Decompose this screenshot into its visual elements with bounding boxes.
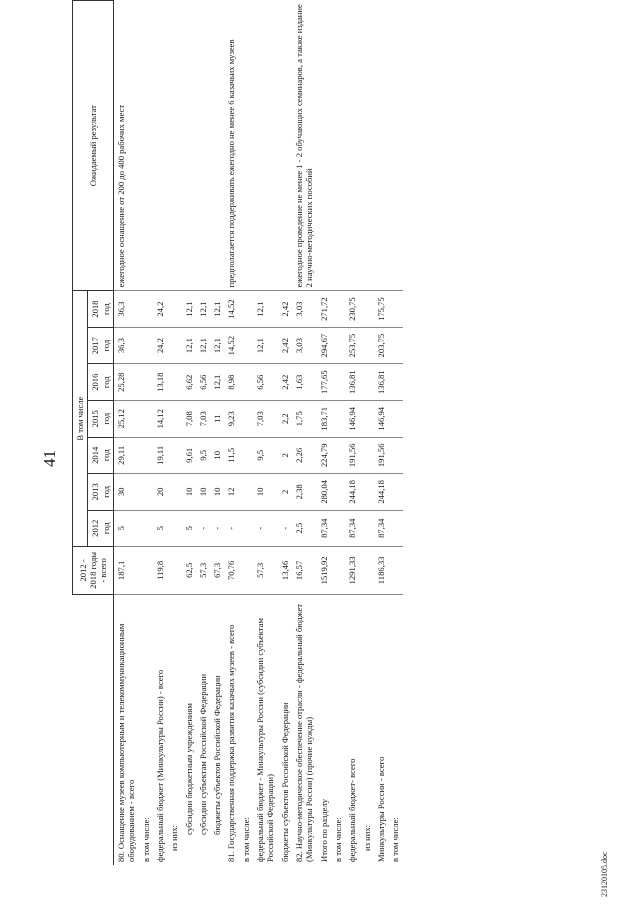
value-cell [388,291,402,328]
value-cell: 5 [153,510,167,546]
value-cell: 2,42 [278,291,292,328]
table-row [167,1,181,866]
value-cell [360,400,374,437]
value-cell: 2 [278,474,292,511]
value-cell: 16,57 [292,546,317,594]
header-year: 2016 год [88,364,114,401]
page-number: 41 [40,450,59,467]
value-cell: 70,76 [224,546,238,594]
value-cell: 9,61 [182,437,196,474]
value-cell: 175,75 [374,291,388,328]
row-label: субсидии субъектам Российской Федерации [197,673,208,835]
value-cell: 294,67 [317,327,331,364]
table-row [196,1,210,866]
value-cell: 2,26 [292,437,317,474]
row-label: федеральный бюджет (Минкультуры России) - всего [154,669,165,862]
value-cell: 2,5 [292,510,317,546]
value-cell [239,546,253,594]
table-row [239,1,253,866]
value-cell [360,327,374,364]
value-cell: 24,2 [153,291,167,328]
row-label: в том числе: [240,817,251,862]
value-cell [331,474,345,511]
value-cell [239,327,253,364]
value-cell: 1,63 [292,364,317,401]
value-cell [331,437,345,474]
value-cell: 5 [113,510,138,546]
value-cell [388,437,402,474]
value-cell: 2,38 [292,474,317,511]
result-cell [239,1,253,291]
value-cell: 6,62 [182,364,196,401]
value-cell [167,546,181,594]
header-year: 2015 год [88,400,114,437]
row-label: Итого по разделу [318,798,329,862]
row-label: в том числе: [140,817,151,862]
row-label: в том числе: [332,817,343,862]
row-label: из них: [361,824,372,851]
row-label: 81. Государственная поддержка развития казачьих музеев - всего [226,624,237,862]
table-row [139,1,153,866]
result-cell [345,1,359,291]
result-cell [139,1,153,291]
value-cell [167,437,181,474]
value-cell [331,510,345,546]
value-cell: 12,1 [253,327,278,364]
value-cell: 3,03 [292,291,317,328]
value-cell: 12,1 [182,327,196,364]
value-cell: 187,1 [113,546,138,594]
table-row [153,1,167,866]
header-year: 2018 год [88,291,114,328]
header-year: 2012 год [88,510,114,546]
table-row [374,1,388,866]
table-row [360,1,374,866]
value-cell: 87,34 [317,510,331,546]
value-cell: 119,8 [153,546,167,594]
table-row [292,1,317,866]
value-cell: 67,3 [210,546,224,594]
value-cell: 146,94 [374,400,388,437]
value-cell: 11,5 [224,437,238,474]
value-cell: 271,72 [317,291,331,328]
value-cell [167,474,181,511]
value-cell: 10 [210,437,224,474]
table-row [224,1,238,866]
value-cell: 10 [210,474,224,511]
table-row [210,1,224,866]
result-cell [317,1,331,291]
value-cell: 6,56 [196,364,210,401]
value-cell [388,546,402,594]
value-cell: 25,28 [113,364,138,401]
value-cell: 9,5 [196,437,210,474]
row-label: из них: [169,824,180,851]
value-cell [360,291,374,328]
header-result: Ожидаемый результат [73,1,114,291]
value-cell [239,474,253,511]
value-cell: 12,1 [196,291,210,328]
value-cell: 12,1 [210,291,224,328]
result-cell [388,1,402,291]
table-row [331,1,345,866]
value-cell [167,327,181,364]
value-cell: 12,1 [182,291,196,328]
table-row [253,1,278,866]
table-body [113,1,402,866]
value-cell: 244,18 [374,474,388,511]
value-cell: 136,81 [345,364,359,401]
value-cell: 57,3 [196,546,210,594]
value-cell: 29,11 [113,437,138,474]
result-cell [253,1,278,291]
document-id: 23120105.doc [600,851,609,897]
value-cell: 57,3 [253,546,278,594]
value-cell: 5 [182,510,196,546]
header-year: 2014 год [88,437,114,474]
row-label: в том числе: [390,817,401,862]
result-cell [196,1,210,291]
value-cell: 30 [113,474,138,511]
value-cell [239,364,253,401]
value-cell: 11 [210,400,224,437]
value-cell: 8,98 [224,364,238,401]
table-row [113,1,138,866]
result-cell [374,1,388,291]
value-cell [167,364,181,401]
value-cell: 10 [196,474,210,511]
value-cell: 87,34 [345,510,359,546]
table-row [345,1,359,866]
value-cell: 13,18 [153,364,167,401]
row-label: субсидии бюджетным учреждениям [183,703,194,835]
value-cell [360,546,374,594]
value-cell: 244,18 [345,474,359,511]
value-cell: 87,34 [374,510,388,546]
value-cell: 2,2 [278,400,292,437]
value-cell: 12,1 [196,327,210,364]
value-cell: 1291,33 [345,546,359,594]
value-cell [360,437,374,474]
result-cell: ежегодное оснащение от 200 до 400 рабочих мест [113,1,138,291]
value-cell: 7,08 [182,400,196,437]
result-cell [182,1,196,291]
row-label: федеральный бюджет - Минкультуры России (субсидии субъектам Российской Федерации) [255,618,276,862]
value-cell: 3,03 [292,327,317,364]
result-cell [167,1,181,291]
value-cell: 24,2 [153,327,167,364]
value-cell [331,291,345,328]
header-in-that-number: В том числе [73,291,88,547]
value-cell: 62,5 [182,546,196,594]
value-cell: 10 [182,474,196,511]
value-cell: 10 [253,474,278,511]
row-label: бюджеты субъектов Российской Федерации [212,675,223,835]
value-cell: 9,23 [224,400,238,437]
row-label: 80. Оснащение музеев компьютерным и телекоммуникационным оборудованием - всего [115,623,137,862]
result-cell [331,1,345,291]
value-cell [360,510,374,546]
value-cell: 14,12 [153,400,167,437]
value-cell [139,546,153,594]
value-cell: 7,03 [253,400,278,437]
result-cell [278,1,292,291]
value-cell: 13,46 [278,546,292,594]
value-cell [331,364,345,401]
value-cell: 19,11 [153,437,167,474]
header-name-cell [73,594,114,865]
value-cell: 36,3 [113,327,138,364]
value-cell: 2 [278,437,292,474]
value-cell: 36,3 [113,291,138,328]
value-cell [139,400,153,437]
value-cell [331,546,345,594]
table-row [278,1,292,866]
value-cell: 7,03 [196,400,210,437]
value-cell: - [224,510,238,546]
table-row [317,1,331,866]
value-cell [139,291,153,328]
row-label: 82. Научно-методическое обеспечение отрасли - федеральный бюджет (Минкультуры России) (прочие нужды) [294,603,315,862]
value-cell: 1,75 [292,400,317,437]
value-cell: 253,75 [345,327,359,364]
value-cell: 183,71 [317,400,331,437]
value-cell: 1186,33 [374,546,388,594]
value-cell: 2,42 [278,364,292,401]
value-cell: 12 [224,474,238,511]
value-cell: 224,79 [317,437,331,474]
value-cell: 6,56 [253,364,278,401]
value-cell: 177,65 [317,364,331,401]
value-cell: 136,81 [374,364,388,401]
row-label: бюджеты субъектов Российской Федерации [279,702,290,862]
value-cell [360,474,374,511]
value-cell: 14,52 [224,291,238,328]
value-cell: 280,04 [317,474,331,511]
value-cell [239,437,253,474]
value-cell [360,364,374,401]
table-row [182,1,196,866]
value-cell [139,510,153,546]
value-cell: 203,75 [374,327,388,364]
result-cell: ежегодное проведение не менее 1 - 2 обучающих семинаров, а также издание 2 научно-методических пособий [292,1,317,291]
value-cell: - [253,510,278,546]
value-cell [167,510,181,546]
value-cell: 12,1 [210,364,224,401]
value-cell: 12,1 [253,291,278,328]
value-cell: 191,56 [345,437,359,474]
result-cell [153,1,167,291]
value-cell [167,291,181,328]
value-cell: 20 [153,474,167,511]
row-label: Минкультуры России - всего [375,756,386,862]
value-cell [239,400,253,437]
value-cell [388,327,402,364]
value-cell: 1519,92 [317,546,331,594]
header-total: 2012 - 2018 годы - всего [73,546,114,594]
value-cell: 2,42 [278,327,292,364]
value-cell: 191,56 [374,437,388,474]
value-cell [388,364,402,401]
value-cell [239,291,253,328]
result-cell: предполагается поддерживать ежегодно не менее 6 казачьих музеев [224,1,238,291]
value-cell: - [196,510,210,546]
table-row [388,1,402,866]
value-cell [388,400,402,437]
value-cell: 25,12 [113,400,138,437]
value-cell: 12,1 [210,327,224,364]
row-label: федеральный бюджет- всего [347,758,358,862]
value-cell [139,437,153,474]
value-cell [139,327,153,364]
value-cell: - [210,510,224,546]
header-year: 2017 год [88,327,114,364]
value-cell [167,400,181,437]
budget-table [72,0,403,865]
value-cell [239,510,253,546]
value-cell: 146,94 [345,400,359,437]
value-cell [139,364,153,401]
result-cell [360,1,374,291]
value-cell [139,474,153,511]
value-cell [388,474,402,511]
value-cell [331,400,345,437]
value-cell: - [278,510,292,546]
value-cell: 14,52 [224,327,238,364]
value-cell: 9,5 [253,437,278,474]
value-cell [388,510,402,546]
value-cell [331,327,345,364]
value-cell: 230,75 [345,291,359,328]
header-year: 2013 год [88,474,114,511]
result-cell [210,1,224,291]
